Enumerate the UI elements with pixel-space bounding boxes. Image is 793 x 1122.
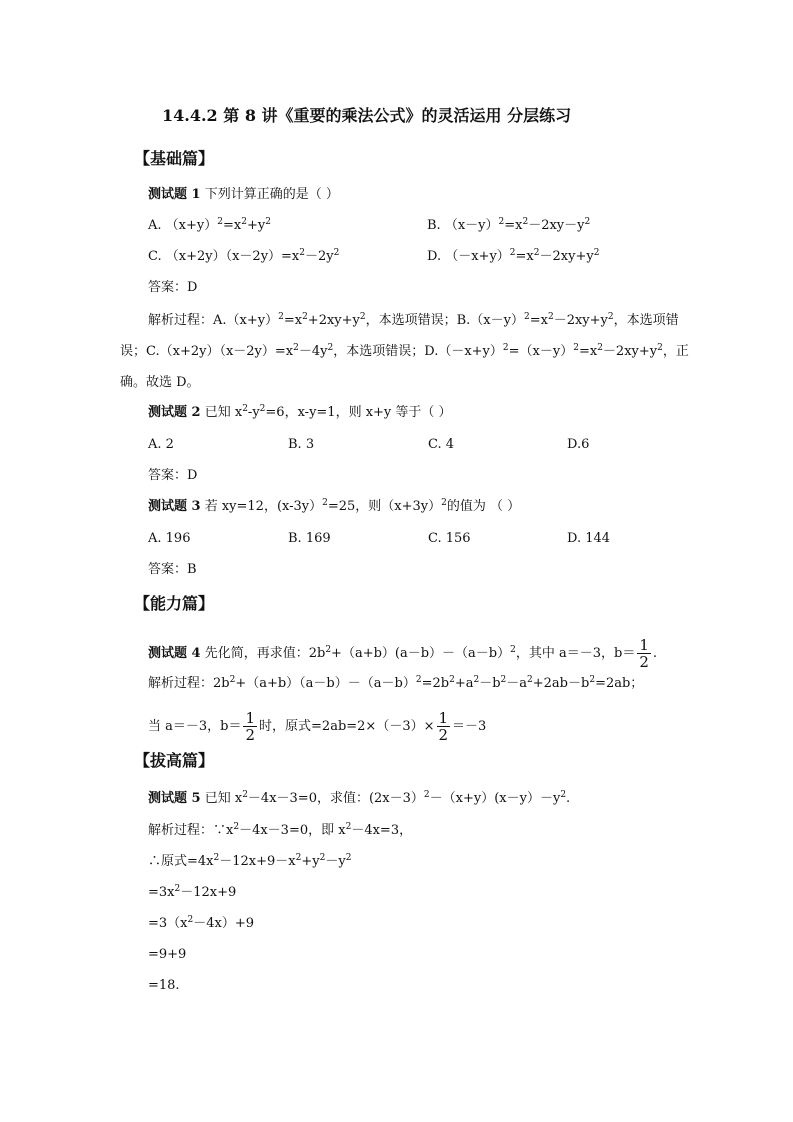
q1-option-b: B. $(x-y)^2=x^2-2xy-y^2$ — [427, 217, 591, 233]
q5-solution-line3: $=3x^2-12x+9$ — [148, 884, 237, 900]
q4-stem: 测试题 4 先化简，再求值：$2b^2+(a+b)(a-b)-(a-b)^2$，其中 a＝－3，b＝ $\frac{1}{2}$ . — [148, 636, 658, 671]
q3-label: 测试题 3 — [148, 499, 201, 514]
q2-option-c: C. 4 — [428, 437, 455, 452]
q5-solution-line2: ∴原式$=4x^2-12x+9-x^2+y^2-y^2$ — [148, 853, 352, 869]
q4-solution-line1: 解析过程：$2b^2+(a+b)(a-b)-(a-b)^2=2b^2+a^2-b^2-a^2+2ab-b^2=2ab$； — [148, 675, 644, 691]
q3-option-d: D. 144 — [567, 531, 611, 546]
q5-stem: 测试题 5 已知 $x^2-4x-3=0$，求值：$(2x-3)^2-(x+y)(x-y)-y^2$. — [148, 790, 571, 806]
q5-label: 测试题 5 — [148, 791, 201, 806]
q3-option-c: C. 156 — [428, 531, 471, 546]
q3-option-b: B. 169 — [288, 531, 331, 546]
q5-solution-line4: $=3(x^2-4x)+9$ — [148, 915, 255, 931]
page-title: 14.4.2 第 8 讲《重要的乘法公式》的灵活运用 分层练习 — [162, 106, 572, 125]
q3-answer: 答案：B — [148, 562, 197, 577]
q2-label: 测试题 2 — [148, 405, 201, 420]
q3-stem: 测试题 3 若 xy=12，(x-3y）$^2$=25，则$(x+3y)^2$的值为 （ ） — [148, 498, 521, 514]
q5-solution-line5: =9+9 — [148, 947, 187, 962]
q5-solution-line1: 解析过程：$\because x^2-4x-3=0$，即 $x^2-4x=3$， — [148, 822, 413, 838]
section-ability: 【能力篇】 — [134, 594, 215, 613]
q2-stem: 测试题 2 已知 $x^2-y^2=6$，x-y=1，则 x+y 等于（ ） — [148, 404, 452, 420]
q1-stem: 测试题 1 下列计算正确的是（ ） — [148, 187, 339, 202]
q1-solution-line3: 确。故选 D。 — [120, 375, 200, 390]
q2-option-b: B. 3 — [288, 437, 315, 452]
q1-option-d: D. $(-x+y)^2=x^2-2xy+y^2$ — [427, 248, 600, 264]
q3-option-a: A. 196 — [148, 531, 191, 546]
q1-answer: 答案：D — [148, 280, 198, 295]
q1-label: 测试题 1 — [148, 187, 201, 202]
q2-option-d: D.6 — [567, 437, 590, 452]
q1-solution-line1: 解析过程：$A.(x+y)^2=x^2+2xy+y^2$，本选项错误；$B.(x-y)^2=x^2-2xy+y^2$，本选项错 — [148, 312, 679, 328]
q1-option-c: C. $(x+2y)(x-2y)=x^2-2y^2$ — [148, 248, 340, 264]
q4-label: 测试题 4 — [148, 646, 201, 661]
q1-solution-line2: 误；$C.(x+2y)(x-2y)=x^2-4y^2$，本选项错误；$D.(-x+y)^2=(x-y)^2=x^2-2xy+y^2$，正 — [120, 343, 689, 359]
q2-answer: 答案：D — [148, 468, 198, 483]
q4-solution-line2: 当 a＝－3，b＝ $\frac{1}{2}$ 时，原式=2ab=2×（－3）× $\frac{1}{2}$ ＝－3 — [148, 709, 487, 744]
section-basic: 【基础篇】 — [134, 149, 215, 168]
q2-option-a: A. 2 — [148, 437, 174, 452]
section-advanced: 【拔高篇】 — [134, 751, 215, 770]
q1-option-a: A. $(x+y)^2=x^2+y^2$ — [148, 217, 271, 233]
q5-solution-line6: =18. — [148, 978, 180, 993]
q4-fraction: $\frac{1}{2}$ — [639, 636, 649, 671]
